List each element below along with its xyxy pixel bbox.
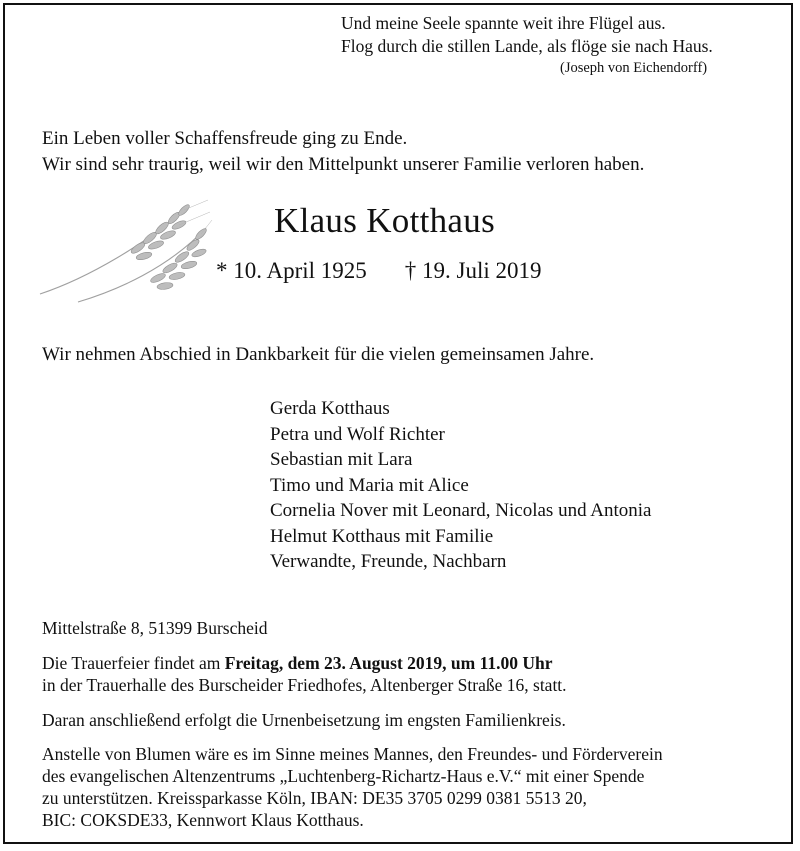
intro-text bbox=[42, 126, 644, 178]
donation-line-4: BIC: COKSDE33, Kennwort Klaus Kotthaus. bbox=[42, 810, 364, 830]
mourner-item: Verwandte, Freunde, Nachbarn bbox=[270, 551, 507, 572]
deceased-name: Klaus Kotthaus bbox=[274, 201, 495, 240]
intro-line-1: Ein Leben voller Schaffensfreude ging zu Ende. bbox=[42, 128, 408, 149]
mourner-item: Sebastian mit Lara bbox=[270, 449, 413, 470]
life-dates bbox=[216, 258, 542, 284]
mourner-item: Timo und Maria mit Alice bbox=[270, 474, 469, 496]
poem-author: (Joseph von Eichendorff) bbox=[560, 60, 708, 76]
poem-line-1: Und meine Seele spannte weit ihre Flügel aus. bbox=[341, 13, 666, 33]
donation-line-2: des evangelischen Altenzentrums „Luchtenberg-Richartz-Haus e.V.“ mit einer Spende bbox=[42, 766, 645, 786]
mourner-item: Gerda Kotthaus bbox=[270, 398, 390, 419]
donation-line-1: Anstelle von Blumen wäre es im Sinne meines Mannes, den Freundes- und Förderverein bbox=[42, 744, 663, 764]
poem-line-2: Flog durch die stillen Lande, als flöge sie nach Haus. bbox=[341, 36, 713, 56]
mourner-item: Helmut Kotthaus mit Familie bbox=[270, 525, 494, 547]
ceremony-prefix: Die Trauerfeier findet am bbox=[42, 653, 225, 673]
donation-text bbox=[42, 743, 663, 831]
ceremony-date: Freitag, dem 23. August 2019, um 11.00 Uhr bbox=[224, 653, 553, 673]
donation-line-3: zu unterstützen. Kreissparkasse Köln, IBAN: DE35 3705 0299 0381 5513 20, bbox=[42, 788, 587, 808]
thanks-text: Wir nehmen Abschied in Dankbarkeit für die vielen gemeinsamen Jahre. bbox=[42, 344, 595, 365]
mourner-item: Cornelia Nover mit Leonard, Nicolas und Antonia bbox=[270, 500, 652, 521]
ceremony-location: in der Trauerhalle des Burscheider Friedhofes, Altenberger Straße 16, statt. bbox=[42, 675, 567, 695]
intro-line-2: Wir sind sehr traurig, weil wir den Mittelpunkt unserer Familie verloren haben. bbox=[42, 154, 645, 175]
wheat-icon bbox=[38, 198, 213, 308]
death-date: † 19. Juli 2019 bbox=[404, 258, 542, 283]
urn-burial-text: Daran anschließend erfolgt die Urnenbeisetzung im engsten Familienkreis. bbox=[42, 710, 566, 730]
poem bbox=[341, 12, 713, 58]
mourner-item: Petra und Wolf Richter bbox=[270, 423, 445, 445]
address: Mittelstraße 8, 51399 Burscheid bbox=[42, 618, 268, 638]
birth-date: * 10. April 1925 bbox=[216, 258, 367, 283]
mourners-list bbox=[270, 396, 652, 575]
ceremony-info bbox=[42, 652, 567, 696]
